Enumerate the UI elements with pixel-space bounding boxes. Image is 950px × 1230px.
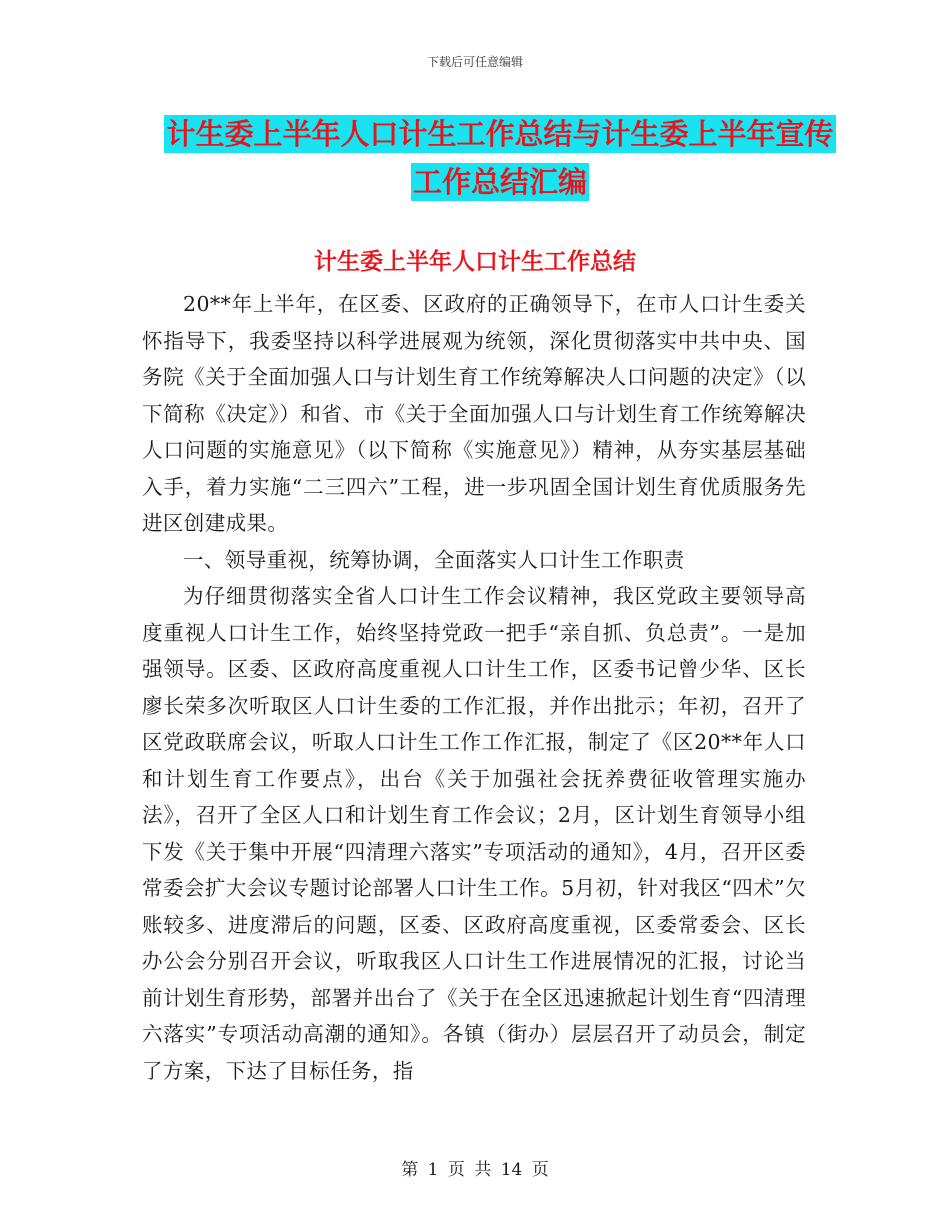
- paragraph-intro: 20**年上半年，在区委、区政府的正确领导下，在市人口计生委关怀指导下，我委坚持以科学进展观为统领，深化贯彻落实中共中央、国务院《关于全面加强人口与计划生育工作统筹解决人口问题的决定》（以下简称《决定》）和省、市《关于全面加强人口与计划生育工作统筹解决人口问题的实施意见》（以下简称《实施意见》）精神，从夯实基层基础入手，着力实施“二三四六”工程，进一步巩固全国计划生育优质服务先进区创建成果。: [142, 292, 806, 535]
- document-title: [140, 110, 860, 206]
- footer-page-number: 1: [427, 1160, 439, 1180]
- title-line-2: 工作总结汇编: [412, 165, 587, 199]
- title-line-1: 计生委上半年人口计生工作总结与计生委上半年宣传: [166, 117, 834, 151]
- section-title: 计生委上半年人口计生工作总结: [314, 249, 636, 275]
- footer-page-prefix: 第: [401, 1160, 419, 1180]
- footer-page-unit: 页: [447, 1160, 465, 1180]
- footer-total-prefix: 共: [474, 1160, 492, 1180]
- document-body: [142, 286, 806, 1089]
- paragraph-heading-1: 一、领导重视，统筹协调，全面落实人口计生工作职责: [183, 547, 685, 572]
- footer-total-unit: 页: [531, 1160, 549, 1180]
- header-note: 下载后可任意编辑: [426, 55, 523, 69]
- footer-total-pages: 14: [500, 1160, 523, 1180]
- paragraph-leadership: 为仔细贯彻落实全省人口计生工作会议精神，我区党政主要领导高度重视人口计生工作，始终坚持党政一把手“亲自抓、负总责”。一是加强领导。区委、区政府高度重视人口计生工作，区委书记曾少华、区长廖长荣多次听取区人口计生委的工作汇报，并作出批示；年初，召开了区党政联席会议，听取人口计生工作工作汇报，制定了《区20**年人口和计划生育工作要点》，出台《关于加强社会抚养费征收管理实施办法》，召开了全区人口和计划生育工作会议；2月，区计划生育领导小组下发《关于集中开展“四清理六落实”专项活动的通知》，4月，召开区委常委会扩大会议专题讨论部署人口计生工作。5月初，针对我区“四术”欠账较多、进度滞后的问题，区委、区政府高度重视，区委常委会、区长办公会分别召开会议，听取我区人口计生工作进展情况的汇报，讨论当前计划生育形势，部署并出台了《关于在全区迅速掀起计划生育“四清理六落实”专项活动高潮的通知》。各镇（街办）层层召开了动员会，制定了方案，下达了目标任务，指: [142, 584, 806, 1083]
- page-footer: [0, 1155, 950, 1180]
